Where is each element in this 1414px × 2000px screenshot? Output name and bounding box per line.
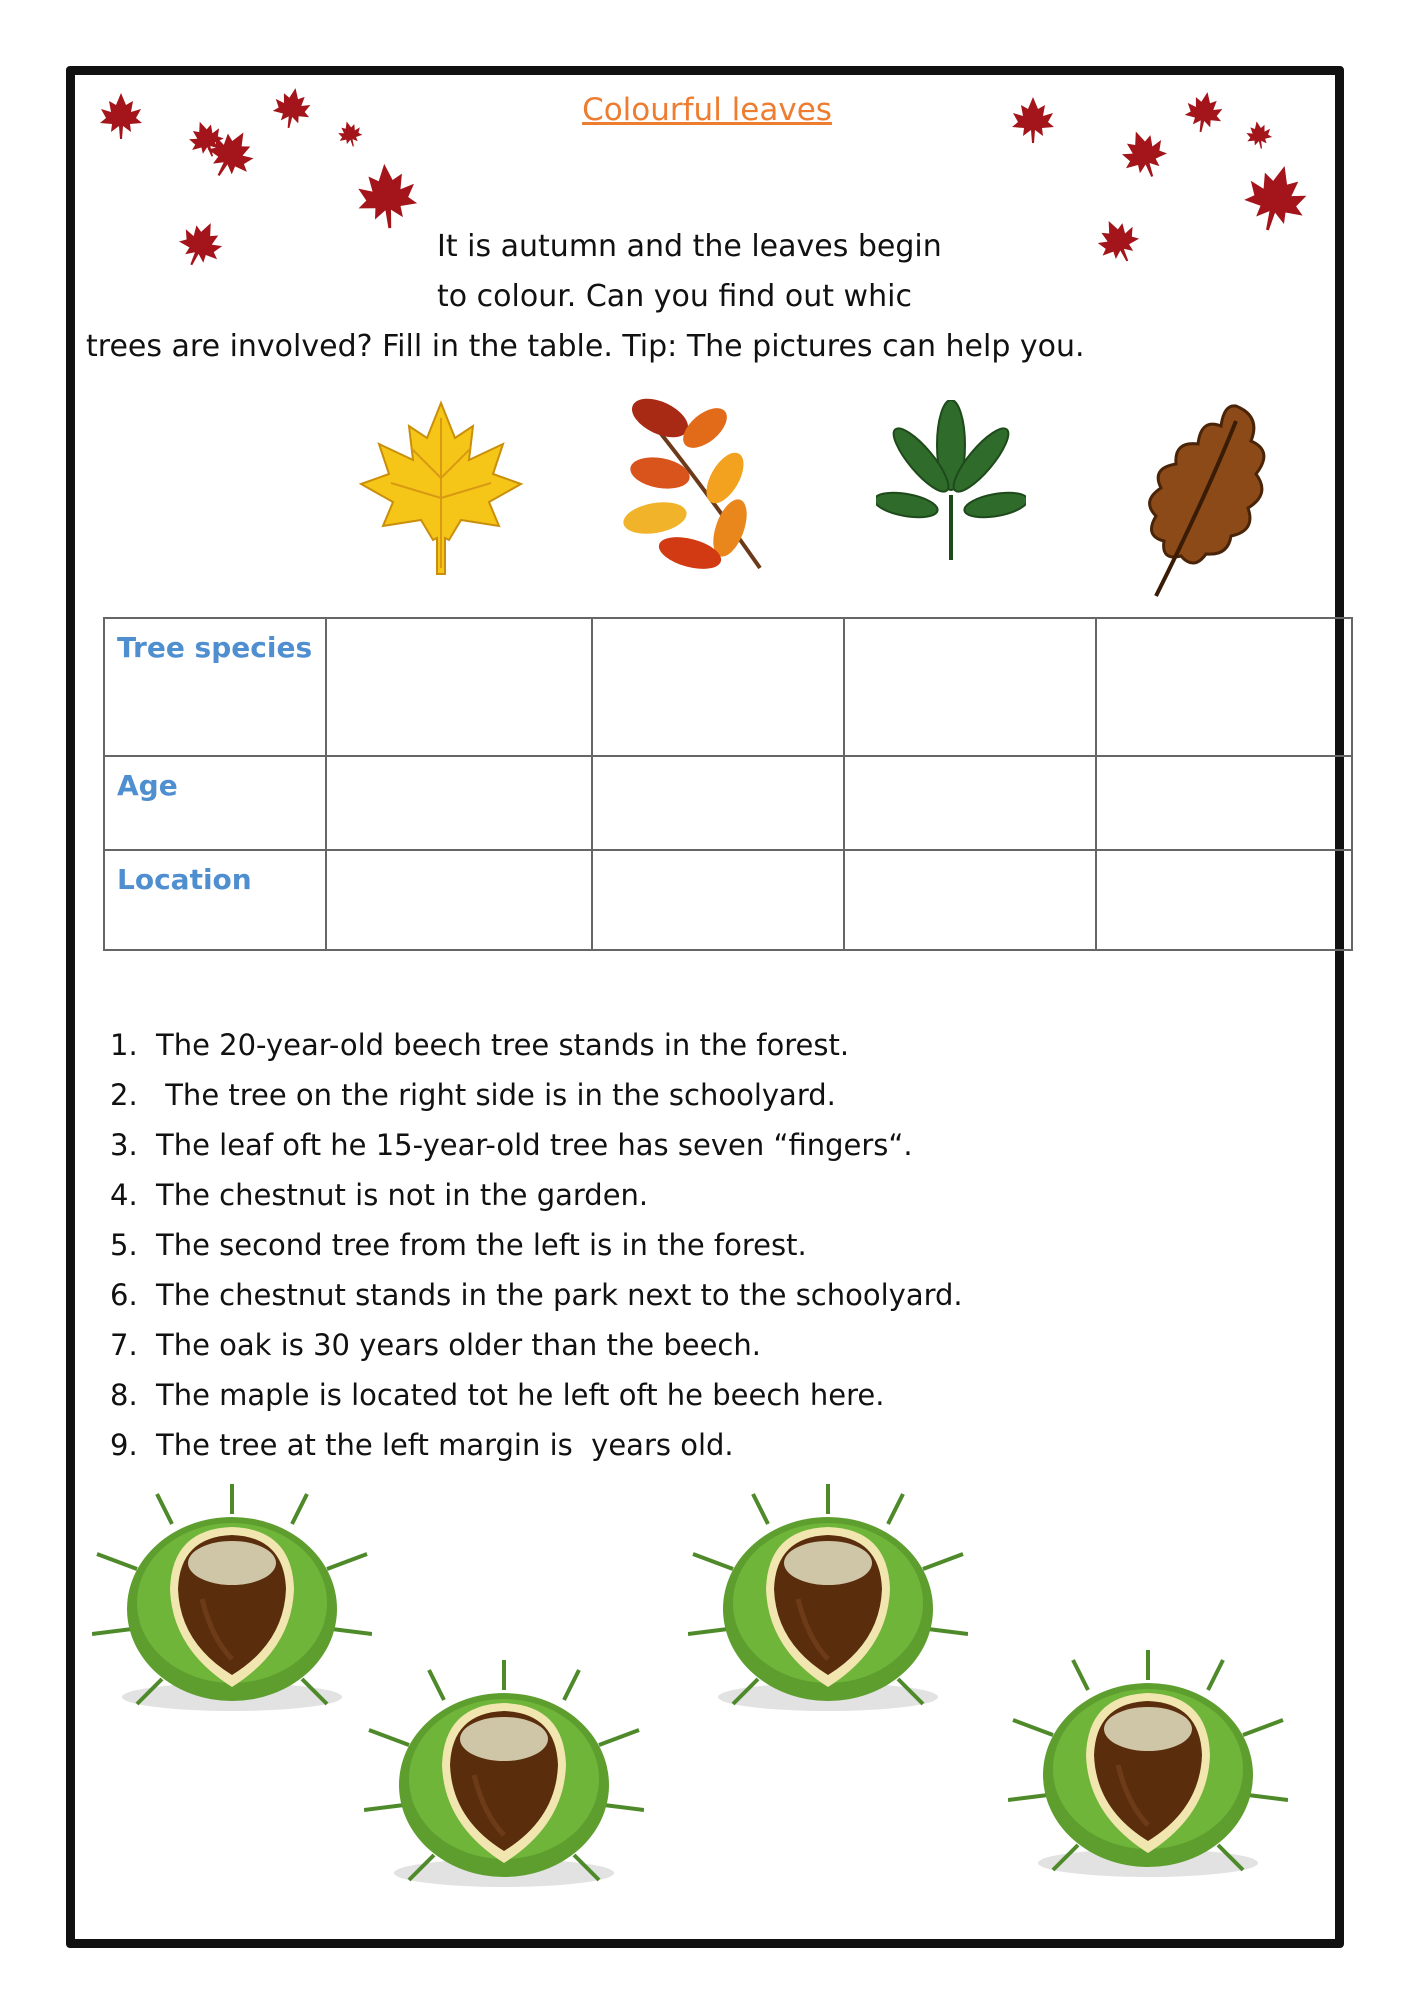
list-item: 7. The oak is 30 years older than the beech. [110,1328,761,1362]
table-row [104,850,1352,950]
list-item: 9. The tree at the left margin is years old. [110,1428,734,1462]
table-cell[interactable] [1096,756,1352,850]
table-cell[interactable] [592,756,844,850]
maple-leaf-icon [349,155,425,237]
chestnut-icon [1008,1650,1288,1900]
chestnut-icon [688,1484,968,1734]
list-item: 1. The 20-year-old beech tree stands in the forest. [110,1028,850,1062]
table-cell[interactable] [844,756,1096,850]
maple-leaf-icon [356,400,526,576]
clue-list [110,1020,963,1470]
chestnut-icon [364,1660,644,1910]
row-header: Age [104,756,326,850]
list-item: 5. The second tree from the left is in the forest. [110,1228,807,1262]
beech-leaf-icon [620,388,770,578]
table-cell[interactable] [1096,618,1352,756]
list-item: 3. The leaf oft he 15-year-old tree has seven “fingers“. [110,1128,913,1162]
chestnut-icon [92,1484,372,1734]
tree-table [103,617,1353,951]
row-header: Location [104,850,326,950]
table-cell[interactable] [326,850,592,950]
intro-line-3: trees are involved? Fill in the table. Tip: The pictures can help you. [86,329,1085,364]
list-item: 4. The chestnut is not in the garden. [110,1178,649,1212]
intro-line-2: to colour. Can you find out whic [437,279,912,314]
list-item: 6. The chestnut stands in the park next to the schoolyard. [110,1278,963,1312]
table-cell[interactable] [326,756,592,850]
list-item: 8. The maple is located tot he left oft he beech here. [110,1378,885,1412]
table-cell[interactable] [326,618,592,756]
chestnut-leaf-icon [876,400,1026,570]
oak-leaf-icon [1136,396,1276,606]
intro-line-1: It is autumn and the leaves begin [437,229,942,264]
table-cell[interactable] [1096,850,1352,950]
list-item: 2. The tree on the right side is in the schoolyard. [110,1078,836,1112]
page-title: Colourful leaves [582,92,832,128]
table-cell[interactable] [844,618,1096,756]
row-header: Tree species [104,618,326,756]
table-cell[interactable] [844,850,1096,950]
table-cell[interactable] [592,850,844,950]
table-row [104,756,1352,850]
table-row [104,618,1352,756]
table-cell[interactable] [592,618,844,756]
